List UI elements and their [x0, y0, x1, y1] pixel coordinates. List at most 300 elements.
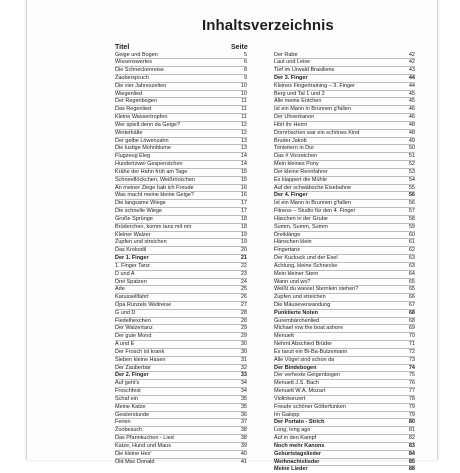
- entry-title: Ist ein Mann in Brunnen g'fallen: [274, 106, 351, 113]
- entry-page-number: 78: [409, 396, 415, 403]
- toc-entry-row: [274, 58, 415, 66]
- entry-page-number: 31: [241, 357, 247, 364]
- entry-page-number: 33: [241, 372, 247, 379]
- entry-title: Fingertanz: [274, 247, 300, 254]
- entry-page-number: 57: [409, 208, 415, 215]
- entry-page-number: 43: [409, 67, 415, 74]
- column-header-title: Titel: [115, 44, 129, 51]
- entry-title: Michael row the boat ashore: [274, 325, 343, 332]
- entry-page-number: 41: [241, 459, 247, 466]
- entry-page-number: 16: [241, 192, 247, 199]
- entry-title: Ist ein Mann in Brunnen g'fallen: [274, 200, 351, 207]
- entry-page-number: 50: [409, 145, 415, 152]
- entry-title: Kleines Fingertraining – 3. Finger: [274, 83, 355, 90]
- toc-entry-row: [115, 356, 247, 364]
- entry-title: Fiedelhexchen: [115, 318, 151, 325]
- toc-entry-row: [115, 137, 247, 145]
- toc-entry-row: [115, 66, 247, 74]
- toc-entry-row: [115, 231, 247, 239]
- entry-title: Zupfen und streichen: [115, 239, 167, 246]
- entry-page-number: 11: [241, 98, 247, 105]
- entry-page-number: 71: [409, 341, 415, 348]
- toc-entry-row: [115, 176, 247, 184]
- toc-entry-row: [274, 207, 415, 215]
- entry-page-number: 85: [409, 459, 415, 466]
- toc-entry-row: [115, 285, 247, 293]
- entry-page-number: 74: [409, 365, 415, 372]
- entry-title: Meine Lieder: [274, 466, 308, 473]
- entry-title: Geburtstagslieder: [274, 451, 321, 458]
- toc-entry-row: [115, 387, 247, 395]
- page-title: Inhaltsverzeichnis: [202, 17, 334, 34]
- entry-title: Laut und Leise: [274, 59, 310, 66]
- toc-entry-row: [115, 58, 247, 66]
- entry-page-number: 63: [409, 263, 415, 270]
- entry-page-number: 64: [409, 271, 415, 278]
- entry-page-number: 84: [409, 451, 415, 458]
- toc-entry-row: [115, 411, 247, 419]
- entry-page-number: 35: [241, 396, 247, 403]
- entry-title: Mein kleiner Stern: [274, 271, 318, 278]
- entry-title: Summ, Summ, Summ: [274, 224, 328, 231]
- toc-entry-row: [274, 411, 415, 419]
- toc-column-left: [115, 52, 247, 466]
- entry-page-number: 45: [409, 91, 415, 98]
- entry-title: A und E: [115, 341, 134, 348]
- entry-page-number: 63: [409, 255, 415, 262]
- entry-title: Es tanzt ein Bi-Ba-Butzemann: [274, 349, 347, 356]
- toc-entry-row: [274, 137, 415, 145]
- entry-title: Achtung, kleine Schnecke: [274, 263, 337, 270]
- toc-entry-row: [115, 434, 247, 442]
- entry-page-number: 52: [409, 161, 415, 168]
- entry-page-number: 8: [244, 67, 247, 74]
- entry-title: G und D: [115, 310, 135, 317]
- entry-page-number: 13: [241, 145, 247, 152]
- entry-page-number: 34: [241, 380, 247, 387]
- entry-page-number: 46: [409, 106, 415, 113]
- toc-entry-row: [274, 129, 415, 137]
- toc-entry-row: [274, 262, 415, 270]
- toc-entry-row: [274, 121, 415, 129]
- toc-entry-row: [115, 184, 247, 192]
- toc-entry-row: [115, 160, 247, 168]
- entry-page-number: 56: [409, 192, 415, 199]
- entry-page-number: 39: [241, 443, 247, 450]
- toc-entry-row: [115, 348, 247, 356]
- entry-page-number: 68: [409, 310, 415, 317]
- entry-page-number: 21: [241, 255, 247, 262]
- column-header-page: Seite: [231, 44, 248, 51]
- entry-title: Schaf ein: [115, 396, 138, 403]
- entry-page-number: 18: [241, 224, 247, 231]
- toc-section-row: [274, 191, 415, 199]
- toc-entry-row: [115, 246, 247, 254]
- toc-entry-row: [115, 262, 247, 270]
- entry-title: Der Bindebogen: [274, 365, 316, 372]
- entry-title: Opa Runzels Weltreise: [115, 302, 171, 309]
- entry-page-number: 28: [241, 318, 247, 325]
- toc-entry-row: [115, 129, 247, 137]
- entry-title: Brüderchen, komm tanz mit mir: [115, 224, 191, 231]
- entry-title: Kleiner Walzer: [115, 232, 151, 239]
- entry-page-number: 76: [409, 380, 415, 387]
- entry-page-number: 19: [241, 232, 247, 239]
- entry-title: An meiner Ziege hab ich Freude: [115, 185, 194, 192]
- entry-title: Flugzeug Eleg: [115, 153, 150, 160]
- entry-title: Das Regenlied: [115, 106, 151, 113]
- entry-title: Der 2. Finger: [115, 372, 149, 379]
- entry-title: Ade: [115, 286, 125, 293]
- toc-entry-row: [115, 238, 247, 246]
- entry-title: Tief im Urwald Brasiliens: [274, 67, 334, 74]
- entry-title: Geisterstunde: [115, 412, 149, 419]
- entry-page-number: 36: [241, 412, 247, 419]
- entry-page-number: 17: [241, 200, 247, 207]
- toc-entry-row: [115, 152, 247, 160]
- entry-page-number: 10: [241, 91, 247, 98]
- toc-entry-row: [115, 364, 247, 372]
- entry-title: Tonleitern in Dur: [274, 145, 314, 152]
- toc-entry-row: [115, 332, 247, 340]
- toc-entry-row: [274, 152, 415, 160]
- entry-page-number: 26: [241, 294, 247, 301]
- entry-page-number: 81: [409, 427, 415, 434]
- toc-entry-row: [274, 184, 415, 192]
- entry-page-number: 65: [409, 286, 415, 293]
- entry-page-number: 51: [409, 153, 415, 160]
- entry-title: Menuett: [274, 333, 294, 340]
- entry-title: Auf der schwäbsche Eisebahne: [274, 185, 351, 192]
- entry-page-number: 60: [409, 232, 415, 239]
- toc-entry-row: [115, 168, 247, 176]
- entry-page-number: 17: [241, 208, 247, 215]
- entry-title: Auf geht's: [115, 380, 139, 387]
- entry-title: Geige und Bogen: [115, 52, 158, 59]
- entry-page-number: 70: [409, 333, 415, 340]
- entry-title: Hänschen klein: [274, 239, 312, 246]
- entry-page-number: 54: [409, 177, 415, 184]
- toc-entry-row: [274, 379, 415, 387]
- entry-title: Noch mehr Kanons: [274, 443, 324, 450]
- entry-title: Die langsame Wiege: [115, 200, 166, 207]
- entry-page-number: 18: [241, 216, 247, 223]
- entry-title: Hört ihr Herrn: [274, 122, 307, 129]
- toc-entry-row: [274, 293, 415, 301]
- toc-entry-row: [274, 285, 415, 293]
- entry-title: 1. Finger Tanz: [115, 263, 150, 270]
- toc-entry-row: [115, 458, 247, 466]
- toc-entry-row: [115, 199, 247, 207]
- toc-section-row: [274, 309, 415, 317]
- entry-title: Meine Katze: [115, 404, 146, 411]
- entry-page-number: 40: [241, 451, 247, 458]
- entry-page-number: 20: [241, 247, 247, 254]
- toc-entry-row: [115, 223, 247, 231]
- toc-entry-row: [274, 426, 415, 434]
- toc-entry-row: [274, 97, 415, 105]
- entry-title: Froschfest: [115, 388, 141, 395]
- entry-page-number: 28: [241, 310, 247, 317]
- entry-title: Krähe der Hahn früh am Tage: [115, 169, 187, 176]
- entry-title: Bruder Jakob: [274, 138, 307, 145]
- toc-entry-row: [115, 301, 247, 309]
- entry-page-number: 75: [409, 372, 415, 379]
- entry-title: D und A: [115, 271, 135, 278]
- entry-page-number: 30: [241, 349, 247, 356]
- entry-title: Der Zauberbär: [115, 365, 151, 372]
- entry-title: Menuett J.S. Bach: [274, 380, 319, 387]
- toc-entry-row: [274, 340, 415, 348]
- toc-entry-row: [274, 199, 415, 207]
- entry-page-number: 19: [241, 239, 247, 246]
- entry-page-number: 56: [409, 200, 415, 207]
- toc-entry-row: [274, 301, 415, 309]
- toc-entry-row: [115, 278, 247, 286]
- toc-entry-row: [115, 90, 247, 98]
- toc-entry-row: [274, 144, 415, 152]
- toc-section-row: [274, 418, 415, 426]
- entry-page-number: 24: [241, 279, 247, 286]
- entry-title: Hundertzwei Gespenstchen: [115, 161, 183, 168]
- toc-entry-row: [274, 105, 415, 113]
- entry-page-number: 27: [241, 302, 247, 309]
- entry-title: Weihnachtslieder: [274, 459, 319, 466]
- toc-entry-row: [115, 309, 247, 317]
- toc-entry-row: [274, 246, 415, 254]
- entry-page-number: 53: [409, 169, 415, 176]
- entry-title: Häschen in der Grube: [274, 216, 328, 223]
- entry-title: Katze, Hund und Maus: [115, 443, 171, 450]
- entry-title: Dornröschen war ein schönes Kind: [274, 130, 359, 137]
- toc-entry-row: [115, 324, 247, 332]
- toc-entry-row: [115, 191, 247, 199]
- entry-title: Wer spielt denn da Geige?: [115, 122, 180, 129]
- entry-page-number: 29: [241, 333, 247, 340]
- entry-title: Mein kleines Pony: [274, 161, 319, 168]
- toc-entry-row: [274, 90, 415, 98]
- entry-title: Auf in den Kampf: [274, 435, 316, 442]
- entry-page-number: 42: [409, 52, 415, 59]
- entry-title: Der gute Mond: [115, 333, 151, 340]
- toc-entry-row: [115, 442, 247, 450]
- toc-entry-row: [274, 324, 415, 332]
- entry-page-number: 83: [409, 443, 415, 450]
- entry-page-number: 80: [409, 419, 415, 426]
- entry-page-number: 12: [241, 122, 247, 129]
- toc-entry-row: [115, 418, 247, 426]
- entry-page-number: 66: [409, 294, 415, 301]
- toc-entry-row: [274, 160, 415, 168]
- toc-entry-row: [274, 223, 415, 231]
- entry-page-number: 73: [409, 357, 415, 364]
- entry-page-number: 58: [409, 216, 415, 223]
- toc-entry-row: [274, 270, 415, 278]
- entry-title: Der Kuckuck und der Esel: [274, 255, 338, 262]
- toc-entry-row: [274, 317, 415, 325]
- entry-page-number: 45: [409, 98, 415, 105]
- toc-entry-row: [115, 207, 247, 215]
- entry-title: Der 3. Finger: [274, 75, 308, 82]
- toc-entry-row: [274, 52, 415, 59]
- entry-page-number: 42: [409, 59, 415, 66]
- entry-title: Der Uhrenkanon: [274, 114, 314, 121]
- entry-page-number: 12: [241, 130, 247, 137]
- entry-title: Der Rabe: [274, 52, 298, 59]
- entry-title: Der verhexte Geigenbogen: [274, 372, 340, 379]
- toc-entry-row: [274, 231, 415, 239]
- toc-section-row: [274, 364, 415, 372]
- toc-entry-row: [115, 52, 247, 59]
- entry-title: Zauberspruch: [115, 75, 149, 82]
- entry-page-number: 34: [241, 388, 247, 395]
- toc-entry-row: [115, 74, 247, 82]
- entry-title: Schneeflöckchen, Weißröckchen: [115, 177, 195, 184]
- entry-title: Das Krokodil: [115, 247, 146, 254]
- toc-section-row: [274, 458, 415, 466]
- entry-title: Sieben kleine Hasen: [115, 357, 165, 364]
- entry-title: Ferien: [115, 419, 131, 426]
- entry-title: Alle meine Entchen: [274, 98, 321, 105]
- entry-page-number: 38: [241, 427, 247, 434]
- toc-entry-row: [115, 293, 247, 301]
- toc-entry-row: [115, 113, 247, 121]
- entry-title: Menuett W.A. Mozart: [274, 388, 325, 395]
- entry-page-number: 69: [409, 325, 415, 332]
- entry-page-number: 11: [241, 106, 247, 113]
- toc-entry-row: [115, 105, 247, 113]
- toc-entry-row: [274, 66, 415, 74]
- toc-entry-row: [115, 403, 247, 411]
- entry-page-number: 9: [244, 75, 247, 82]
- entry-page-number: 61: [409, 239, 415, 246]
- entry-title: Drei Spatzen: [115, 279, 147, 286]
- entry-page-number: 48: [409, 122, 415, 129]
- entry-title: Freude schöner Götterfunken: [274, 404, 346, 411]
- entry-page-number: 6: [244, 59, 247, 66]
- entry-page-number: 23: [241, 271, 247, 278]
- toc-section-row: [274, 465, 415, 473]
- entry-title: Der 4. Finger: [274, 192, 308, 199]
- entry-page-number: 30: [241, 341, 247, 348]
- entry-title: Winterkälte: [115, 130, 143, 137]
- entry-title: Kleine Wassertropfen: [115, 114, 167, 121]
- entry-title: Die lustige Mohnblume: [115, 145, 171, 152]
- entry-title: Der Walzertanz: [115, 325, 153, 332]
- entry-page-number: 44: [409, 83, 415, 90]
- toc-section-row: [115, 254, 247, 262]
- toc-entry-row: [115, 144, 247, 152]
- entry-page-number: 88: [409, 466, 415, 473]
- toc-entry-row: [115, 395, 247, 403]
- toc-entry-row: [115, 317, 247, 325]
- entry-title: Der 1. Finger: [115, 255, 149, 262]
- entry-page-number: 25: [241, 286, 247, 293]
- entry-title: Die vier Jahreszeiten: [115, 83, 166, 90]
- entry-page-number: 5: [244, 52, 247, 59]
- entry-title: Der kleine Rennfahrer: [274, 169, 328, 176]
- entry-title: Fitness – Studio für den 4. Finger: [274, 208, 355, 215]
- entry-page-number: 29: [241, 325, 247, 332]
- toc-entry-row: [274, 82, 415, 90]
- toc-section-row: [274, 450, 415, 458]
- entry-title: Punktierte Noten: [274, 310, 318, 317]
- toc-entry-row: [115, 340, 247, 348]
- toc-entry-row: [274, 371, 415, 379]
- entry-page-number: 44: [409, 75, 415, 82]
- entry-title: Im Galopp: [274, 412, 299, 419]
- entry-page-number: 67: [409, 302, 415, 309]
- entry-page-number: 62: [409, 247, 415, 254]
- entry-title: Die Mäuseverwandung: [274, 302, 330, 309]
- entry-title: Violinkonzert: [274, 396, 305, 403]
- entry-page-number: 65: [409, 279, 415, 286]
- toc-entry-row: [274, 278, 415, 286]
- entry-page-number: 46: [409, 114, 415, 121]
- toc-entry-row: [115, 82, 247, 90]
- entry-page-number: 72: [409, 349, 415, 356]
- toc-entry-row: [274, 395, 415, 403]
- entry-title: Was macht meine kleine Geige?: [115, 192, 194, 199]
- entry-page-number: 55: [409, 185, 415, 192]
- entry-page-number: 82: [409, 435, 415, 442]
- entry-page-number: 37: [241, 419, 247, 426]
- entry-page-number: 22: [241, 263, 247, 270]
- entry-page-number: 49: [409, 138, 415, 145]
- entry-page-number: 15: [241, 177, 247, 184]
- entry-title: Die Schneckenreise: [115, 67, 164, 74]
- entry-page-number: 79: [409, 404, 415, 411]
- toc-entry-row: [274, 434, 415, 442]
- entry-title: Das Pfannkuchen - Lied: [115, 435, 174, 442]
- entry-page-number: 14: [241, 161, 247, 168]
- entry-title: Zoobesuch: [115, 427, 142, 434]
- entry-page-number: 38: [241, 435, 247, 442]
- toc-section-row: [115, 371, 247, 379]
- entry-title: Der gelbe Löwenzahn: [115, 138, 169, 145]
- entry-title: Weißt du wieviel Sternlein stehen?: [274, 286, 358, 293]
- entry-title: Zupfen und streichen: [274, 294, 326, 301]
- entry-title: Dreiklänge: [274, 232, 300, 239]
- entry-title: Old Mac Donald: [115, 459, 154, 466]
- entry-title: Berg und Tal 1 und 2: [274, 91, 325, 98]
- toc-entry-row: [274, 254, 415, 262]
- entry-title: Große Sprünge: [115, 216, 153, 223]
- entry-title: Wiegenlied: [115, 91, 142, 98]
- toc-section-row: [274, 74, 415, 82]
- toc-entry-row: [115, 450, 247, 458]
- entry-page-number: 14: [241, 153, 247, 160]
- entry-title: Das # Vorzeichen: [274, 153, 317, 160]
- entry-page-number: 59: [409, 224, 415, 231]
- toc-entry-row: [274, 348, 415, 356]
- entry-page-number: 48: [409, 130, 415, 137]
- entry-title: Wissenswertes: [115, 59, 152, 66]
- entry-page-number: 16: [241, 185, 247, 192]
- toc-entry-row: [274, 403, 415, 411]
- entry-page-number: 10: [241, 83, 247, 90]
- toc-entry-row: [115, 426, 247, 434]
- entry-page-number: 32: [241, 365, 247, 372]
- entry-title: Der Portato - Strich: [274, 419, 324, 426]
- toc-entry-row: [115, 270, 247, 278]
- entry-title: Die kleine Hex': [115, 451, 152, 458]
- toc-entry-row: [274, 113, 415, 121]
- entry-title: Karussellfahrt: [115, 294, 149, 301]
- toc-entry-row: [115, 215, 247, 223]
- toc-entry-row: [115, 97, 247, 105]
- entry-title: Nehmt Abschied Brüder: [274, 341, 332, 348]
